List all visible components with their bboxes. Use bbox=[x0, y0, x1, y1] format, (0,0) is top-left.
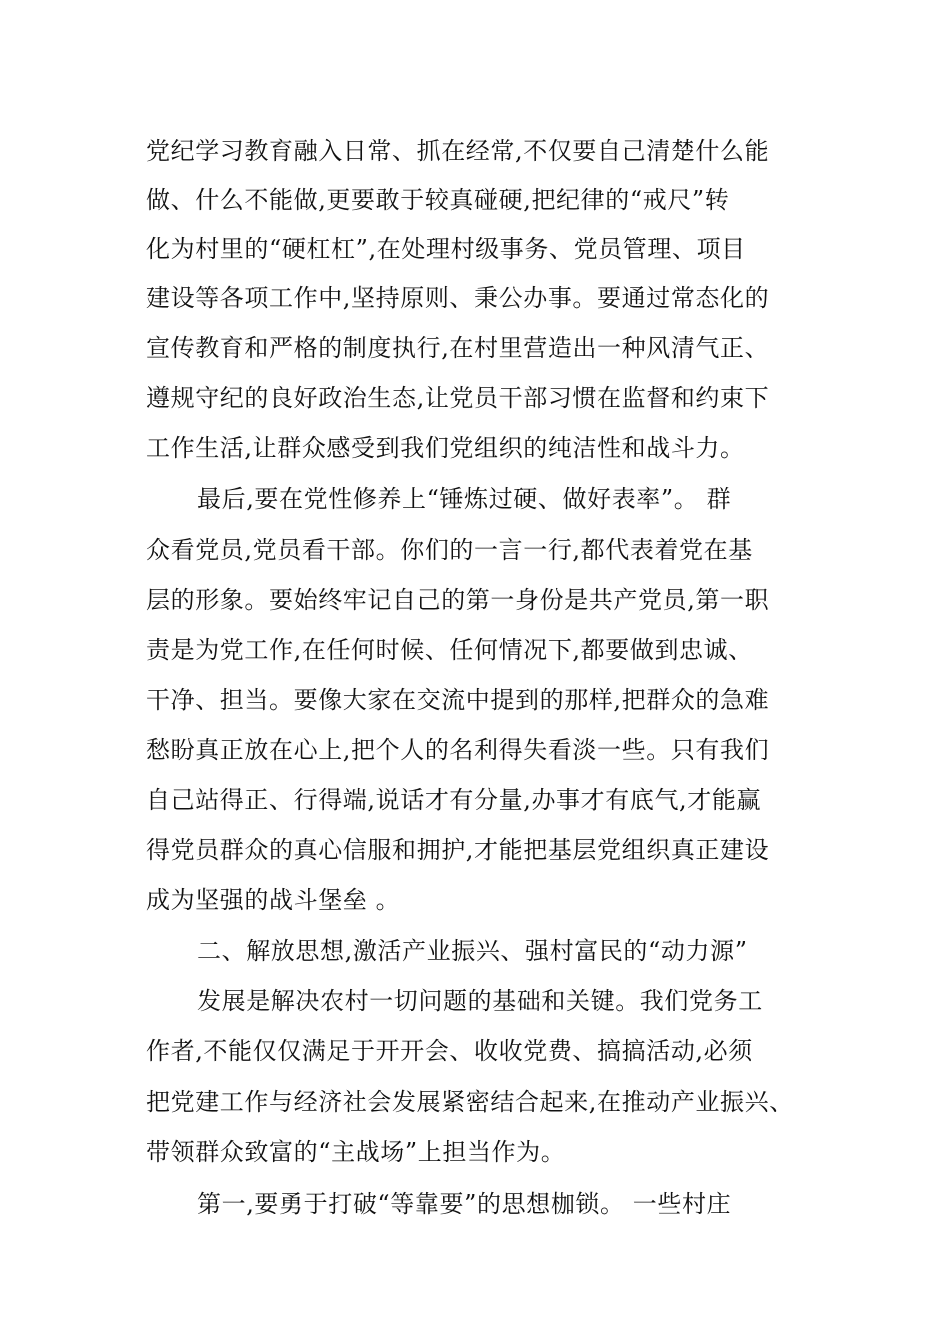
body-text-line: 责是为党工作,在任何时候、任何情况下,都要做到忠诚、 bbox=[146, 636, 753, 664]
body-text-line: 自己站得正、行得端,说话才有分量,办事才有底气,才能赢 bbox=[146, 786, 762, 814]
paragraph-start-line: 第一,要勇于打破“等靠要”的思想枷锁。 一些村庄 bbox=[197, 1190, 732, 1218]
body-text-line: 工作生活,让群众感受到我们党组织的纯洁性和战斗力。 bbox=[146, 434, 745, 462]
body-text-line: 把党建工作与经济社会发展紧密结合起来,在推动产业振兴、 bbox=[146, 1088, 794, 1116]
section-heading: 二、解放思想,激活产业振兴、强村富民的“动力源” bbox=[197, 937, 748, 965]
paragraph-start-line: 发展是解决农村一切问题的基础和关键。我们党务工 bbox=[197, 987, 763, 1015]
body-text-line: 做、什么不能做,更要敢于较真碰硬,把纪律的“戒尺”转 bbox=[146, 186, 730, 214]
body-text-line: 得党员群众的真心信服和拥护,才能把基层党组织真正建设 bbox=[146, 836, 770, 864]
body-text-line: 众看党员,党员看干部。你们的一言一行,都代表着党在基 bbox=[146, 536, 753, 564]
body-text-line: 成为坚强的战斗堡垒 。 bbox=[146, 886, 401, 914]
body-text-line: 层的形象。要始终牢记自己的第一身份是共产党员,第一职 bbox=[146, 586, 770, 614]
body-text-line: 愁盼真正放在心上,把个人的名利得失看淡一些。只有我们 bbox=[146, 736, 770, 764]
body-text-line: 作者,不能仅仅满足于开开会、收收党费、搞搞活动,必须 bbox=[146, 1037, 753, 1065]
body-text-line: 建设等各项工作中,坚持原则、秉公办事。要通过常态化的 bbox=[146, 284, 770, 312]
body-text-line: 党纪学习教育融入日常、抓在经常,不仅要自己清楚什么能 bbox=[146, 137, 770, 165]
body-text-line: 遵规守纪的良好政治生态,让党员干部习惯在监督和约束下 bbox=[146, 384, 770, 412]
body-text-line: 干净、担当。要像大家在交流中提到的那样,把群众的急难 bbox=[146, 686, 770, 714]
paragraph-start-line: 最后,要在党性修养上“锤炼过硬、做好表率”。 群 bbox=[197, 485, 732, 513]
body-text-line: 宣传教育和严格的制度执行,在村里营造出一种风清气正、 bbox=[146, 334, 770, 362]
body-text-line: 带领群众致富的“主战场”上担当作为。 bbox=[146, 1138, 566, 1166]
body-text-line: 化为村里的“硬杠杠”,在处理村级事务、党员管理、项目 bbox=[146, 235, 746, 263]
